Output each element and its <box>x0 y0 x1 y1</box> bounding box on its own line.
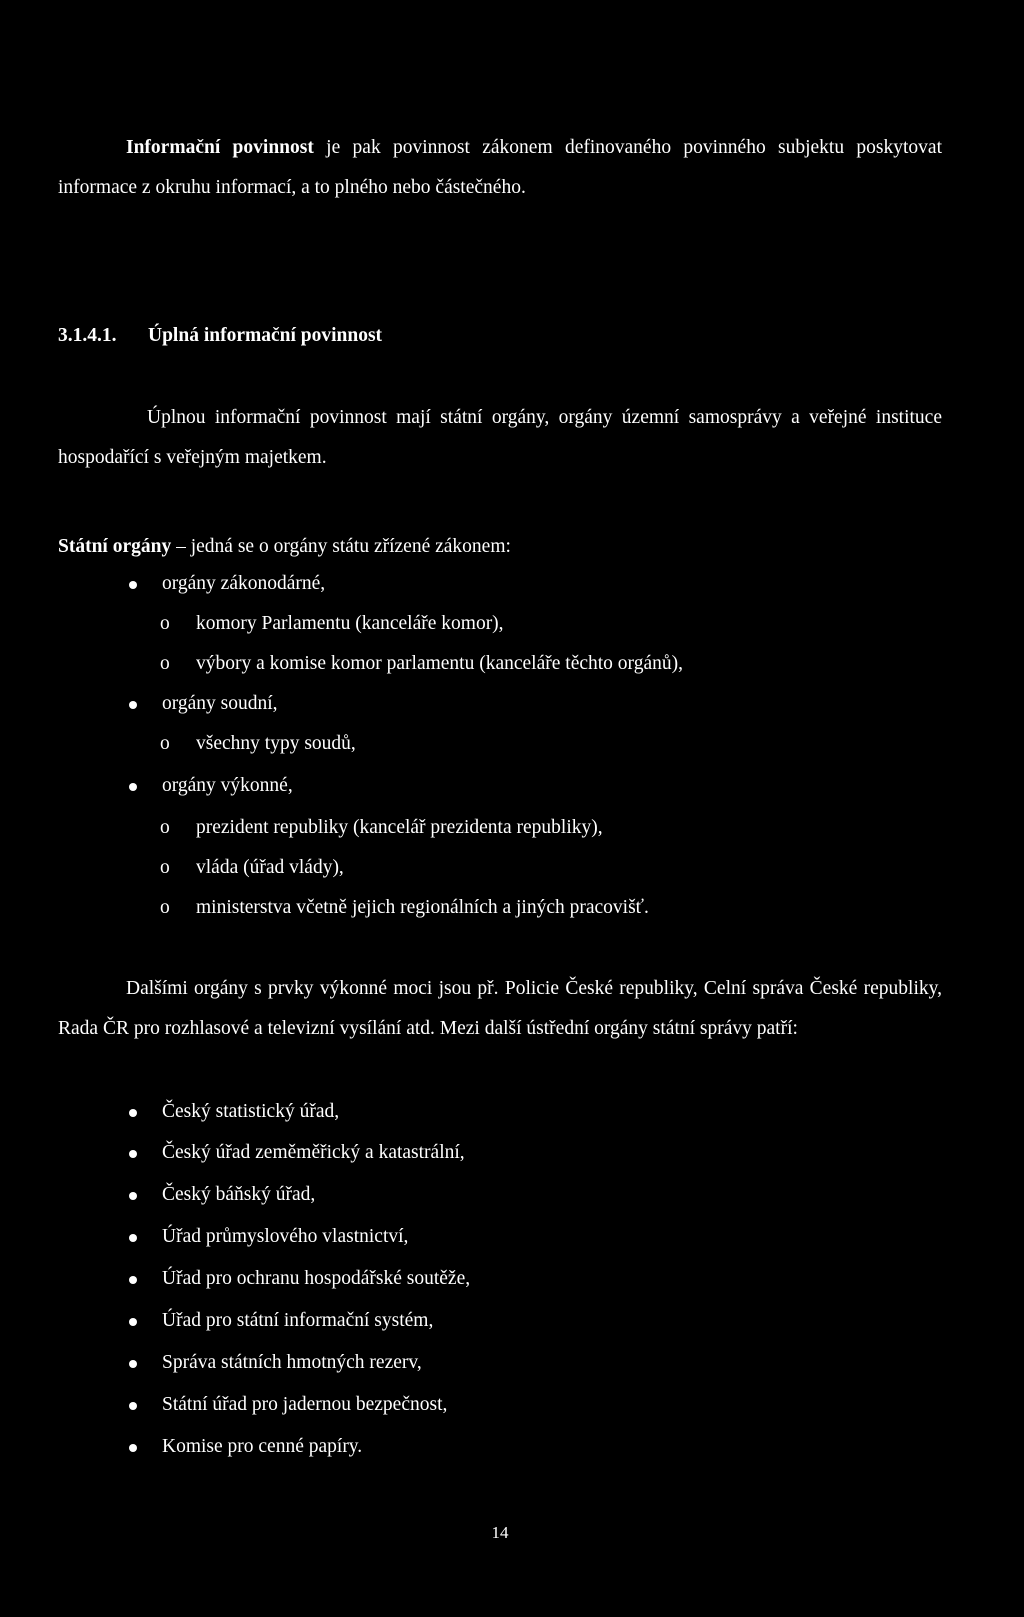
list-item-text: ministerstva včetně jejich regionálních a jiných pracovišť. <box>196 897 649 918</box>
list-item-text: Správa státních hmotných rezerv, <box>162 1352 422 1373</box>
list-item-text: Český statistický úřad, <box>162 1101 340 1122</box>
intro-paragraph <box>58 128 942 208</box>
full-duty-text: Úplnou informační povinnost mají státní orgány, orgány územní samosprávy a veřejné instituce hospodařící s veřejným majetkem. <box>58 407 942 468</box>
bullet-icon <box>129 1192 137 1200</box>
intro-text: je pak povinnost zákonem definovaného povinného subjektu poskytovat informace z okruhu informací, a to plného nebo částečného. <box>58 137 942 198</box>
list-item-text: orgány soudní, <box>162 693 278 714</box>
bullet-icon <box>129 1109 137 1117</box>
full-duty-paragraph <box>58 398 942 478</box>
circle-bullet-icon: o <box>160 613 170 634</box>
bullet-icon <box>129 1402 137 1410</box>
intro-term: Informační povinnost <box>126 137 314 158</box>
circle-bullet-icon: o <box>160 857 170 878</box>
section-title: Úplná informační povinnost <box>148 325 383 346</box>
bullet-icon <box>129 783 137 791</box>
bullet-icon <box>129 1360 137 1368</box>
list-item-text: komory Parlamentu (kanceláře komor), <box>196 613 504 634</box>
list-item-text: Český úřad zeměměřický a katastrální, <box>162 1142 465 1163</box>
bullet-icon <box>129 1444 137 1452</box>
list-item-text: vláda (úřad vlády), <box>196 857 344 878</box>
list-item-text: Český báňský úřad, <box>162 1184 316 1205</box>
circle-bullet-icon: o <box>160 653 170 674</box>
list-item-text: Úřad pro státní informační systém, <box>162 1310 434 1331</box>
bullet-icon <box>129 1276 137 1284</box>
state-organs-text: – jedná se o orgány státu zřízené zákonem: <box>171 536 511 557</box>
list-item-text: všechny typy soudů, <box>196 733 356 754</box>
list-item-text: Státní úřad pro jadernou bezpečnost, <box>162 1394 448 1415</box>
bullet-icon <box>129 701 137 709</box>
bullet-icon <box>129 1318 137 1326</box>
other-organs-text: Dalšími orgány s prvky výkonné moci jsou př. Policie České republiky, Celní správa České republiky, Rada ČR pro rozhlasové a televizní vysílání atd. Mezi další ústřední orgány státní správy patří: <box>58 978 942 1039</box>
circle-bullet-icon: o <box>160 897 170 918</box>
section-number: 3.1.4.1. <box>58 325 117 346</box>
list-item-text: Úřad průmyslového vlastnictví, <box>162 1226 409 1247</box>
list-item-text: výbory a komise komor parlamentu (kanceláře těchto orgánů), <box>196 653 683 674</box>
circle-bullet-icon: o <box>160 733 170 754</box>
state-organs-term: Státní orgány <box>58 536 172 557</box>
list-item-text: prezident republiky (kancelář prezidenta republiky), <box>196 817 603 838</box>
circle-bullet-icon: o <box>160 817 170 838</box>
other-organs-paragraph <box>58 969 942 1049</box>
state-organs-intro <box>58 527 942 567</box>
section-heading <box>58 316 382 356</box>
bullet-icon <box>129 1150 137 1158</box>
list-item-text: Úřad pro ochranu hospodářské soutěže, <box>162 1268 471 1289</box>
list-item-text: orgány zákonodárné, <box>162 573 326 594</box>
page-number: 14 <box>491 1523 509 1542</box>
bullet-icon <box>129 581 137 589</box>
list-item-text: Komise pro cenné papíry. <box>162 1436 363 1457</box>
bullet-icon <box>129 1234 137 1242</box>
list-item-text: orgány výkonné, <box>162 775 293 796</box>
